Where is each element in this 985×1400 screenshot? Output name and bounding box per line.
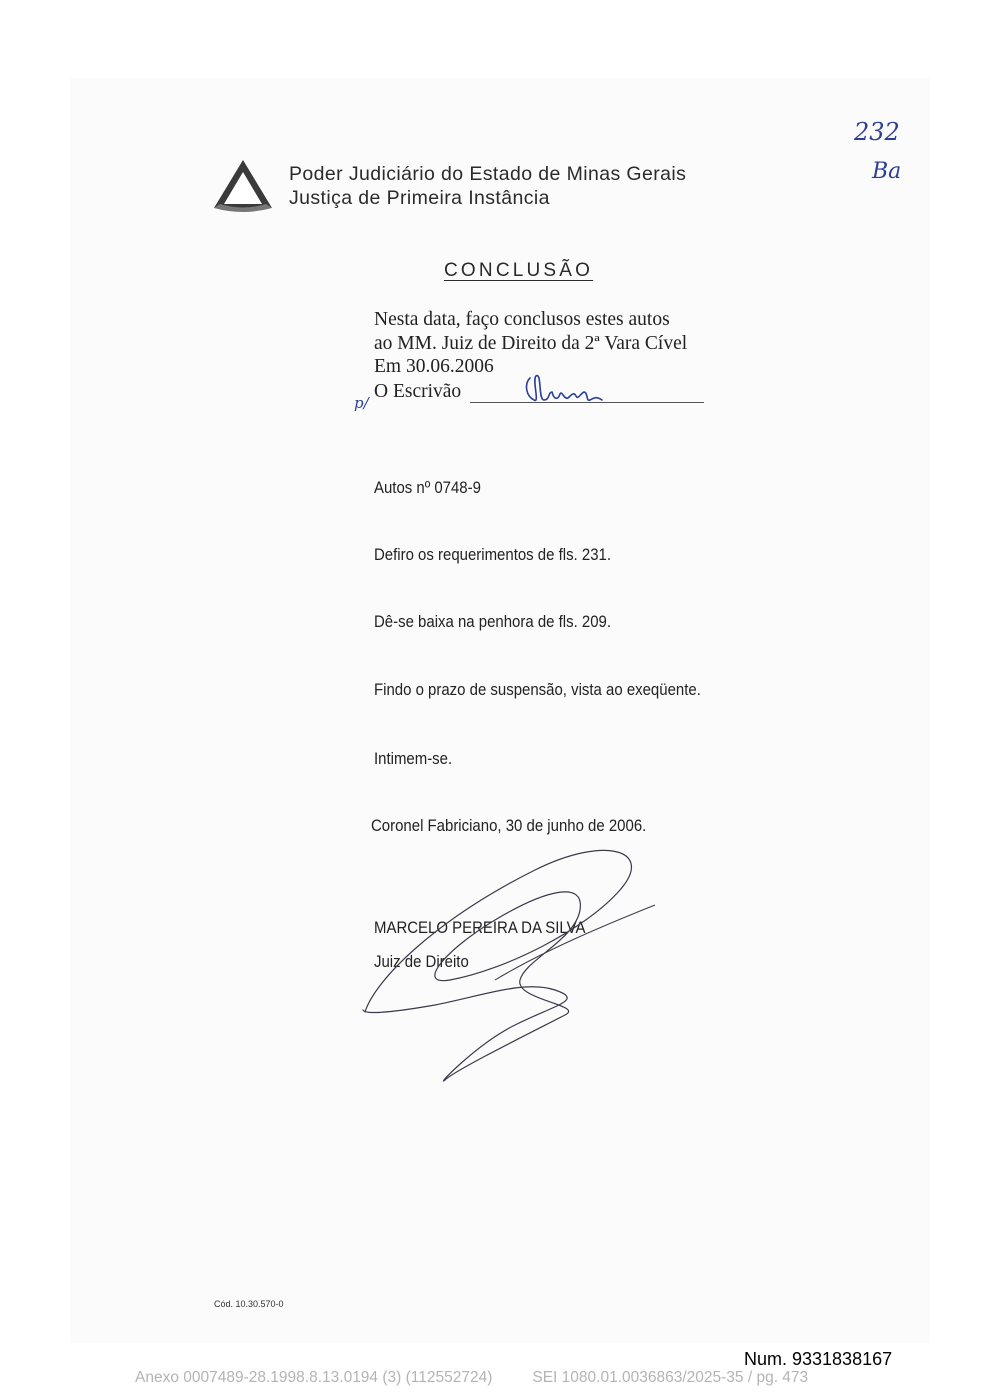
form-code: Cód. 10.30.570-0	[214, 1299, 284, 1309]
judge-title: Juiz de Direito	[374, 952, 469, 971]
conclusao-line-2: ao MM. Juiz de Direito da 2ª Vara Cível	[374, 333, 688, 354]
court-logo-icon	[212, 158, 274, 212]
clerk-prefix-handwriting	[352, 388, 378, 424]
footer-sei: SEI 1080.01.0036863/2025-35 / pg. 473	[532, 1369, 809, 1386]
handwritten-page-number	[850, 108, 920, 188]
case-number: Autos nº 0748-9	[374, 478, 481, 497]
svg-text:p/: p/	[354, 394, 369, 412]
footer-annex: Anexo 0007489-28.1998.8.13.0194 (3) (112552724)	[135, 1369, 493, 1386]
header-instance: Justiça de Primeira Instância	[289, 187, 550, 209]
judge-signature	[355, 830, 665, 1090]
decision-paragraph-1: Defiro os requerimentos de fls. 231.	[374, 545, 611, 564]
judge-name: MARCELO PEREIRA DA SILVA	[374, 918, 586, 937]
footer-stamp	[135, 1369, 808, 1387]
decision-paragraph-2: Dê-se baixa na penhora de fls. 209.	[374, 612, 612, 631]
conclusao-line-1: Nesta data, faço conclusos estes autos	[374, 309, 670, 330]
decision-paragraph-4: Intimem-se.	[374, 749, 453, 768]
conclusao-title: CONCLUSÃO	[444, 260, 594, 281]
decision-paragraph-3: Findo o prazo de suspensão, vista ao exeqüente.	[374, 680, 701, 699]
header-court-name: Poder Judiciário do Estado de Minas Gerais	[289, 163, 687, 185]
document-number: Num. 9331838167	[744, 1349, 893, 1369]
svg-text:Ba: Ba	[872, 159, 902, 184]
conclusao-date: Em 30.06.2006	[374, 356, 494, 377]
conclusao-escrivao-label: O Escrivão	[374, 381, 462, 402]
place-and-date: Coronel Fabriciano, 30 de junho de 2006.	[371, 816, 647, 835]
clerk-signature	[520, 370, 610, 410]
svg-text:232: 232	[854, 118, 900, 146]
